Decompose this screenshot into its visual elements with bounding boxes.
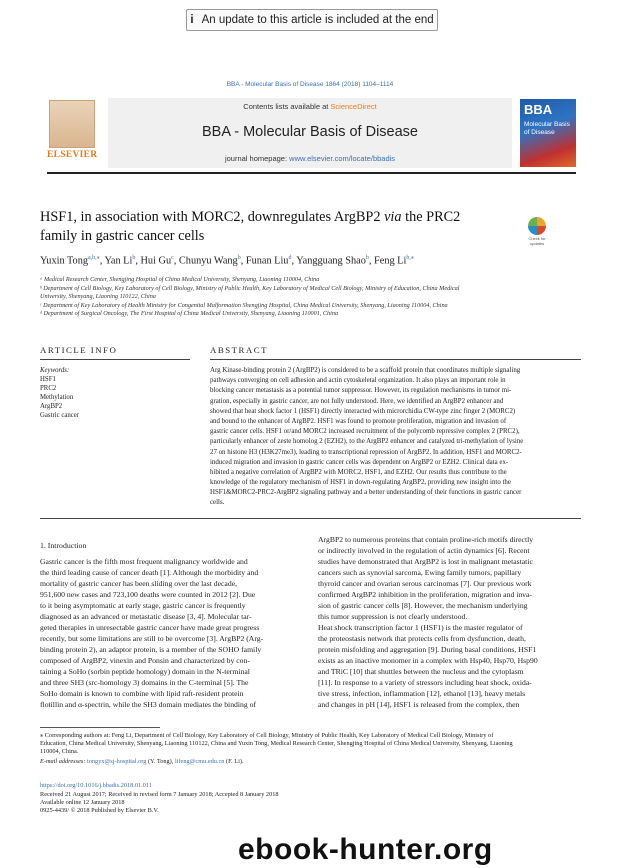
email-link-tong[interactable]: tongyx@sj-hospital.org: [87, 758, 147, 765]
body-text-line: or indirectly involved in the regulation of actin dynamics [6]. Recent: [318, 546, 530, 555]
body-text-line: and TRiC [10] that shuttles between the nucleus and the cytoplasm: [318, 667, 524, 676]
author-affiliation-marker[interactable]: a,b,⁎: [88, 255, 100, 261]
abstract-rule: [210, 359, 581, 360]
body-text-line: exists as an inactive monomer in a complex with Hsp40, Hsp70, Hsp90: [318, 656, 538, 665]
title-text-1: HSF1, in association with MORC2, downregulates ArgBP2 via the PRC2: [40, 209, 461, 225]
watermark-text: ebook-hunter.org: [238, 833, 493, 866]
body-text-line: diagnosed as an advanced or metastatic disease [3, 4]. Molecular tar-: [40, 612, 252, 621]
abstract-line: knowledge of the regulatory mechanism of HSF1 in down-regulating ArgBP2, providing new insight into the: [210, 479, 511, 487]
doi-link[interactable]: https://doi.org/10.1016/j.bbadis.2018.01.011: [40, 782, 152, 789]
corresponding-note-1: ⁎ Corresponding authors at: Feng Li, Department of Cell Biology, Key Laboratory of Cell Biology, Ministry of Public Health, Key Laboratory of Medical Cell Biology, Ministry of: [40, 732, 494, 739]
email-link-li[interactable]: lifeng@cmu.edu.cn: [174, 758, 225, 765]
abstract-line: HSF1&MORC2-PRC2-ArgBP2 signaling pathway and a better understanding of their functions in gastric cancer: [210, 489, 522, 497]
homepage-line: [108, 154, 512, 163]
publisher-name: ELSEVIER: [47, 150, 98, 160]
body-text-line: taining a SoHo (sorbin peptide homology) domain in the N-terminal: [40, 667, 250, 676]
elsevier-logo: [47, 100, 97, 166]
introduction-heading: 1. Introduction: [40, 541, 87, 550]
journal-citation[interactable]: BBA - Molecular Basis of Disease 1864 (2018) 1104–1114: [226, 81, 394, 88]
author-affiliation-marker[interactable]: b: [237, 255, 241, 261]
body-text-line: geted therapies in unresectable gastric cancer have made great progress: [40, 623, 260, 632]
elsevier-tree-icon: [49, 100, 95, 148]
body-text-line: composed of ArgBP2, vinexin and Ponsin and characterized by con-: [40, 656, 250, 665]
check-updates-icon: [528, 217, 546, 235]
cover-title: BBA: [524, 102, 553, 117]
introduction-right-column: [318, 534, 581, 710]
contents-prefix: Contents lists available at: [243, 102, 331, 111]
abstract-line: gration, especially in gastric cancer, are not fully understood. Here, we identified an ArgBP2 enhancer and: [210, 397, 504, 405]
affiliation-c: ᶜ Department of Key Laboratory of Health Ministry for Congenital Malformation Shengjing Hospital, China Medical University, Shenyang, Liaoning 110004, China: [40, 302, 448, 309]
body-text-line: the third leading cause of cancer death [1]. Although the morbidity and: [40, 568, 259, 577]
author-affiliation-marker[interactable]: d: [288, 255, 292, 261]
abstract-line: hibited a negative correlation of ArgBP2 with MORC2, HSF1, and EZH2. Our results thus contribute to the: [210, 468, 507, 476]
keyword: PRC2: [40, 385, 57, 392]
keyword: Gastric cancer: [40, 412, 80, 419]
sciencedirect-link[interactable]: ScienceDirect: [330, 102, 377, 111]
body-text-line: Gastric cancer is the fifth most frequent malignancy worldwide and: [40, 557, 248, 566]
body-text-line: confirmed ArgBP2 inhibition in the proliferation, migration and inva-: [318, 590, 533, 599]
abstract-line: induced migration and invasion in gastric cancer cells was dependent on ArgBP2 or EZH2. Clinical data ex-: [210, 458, 509, 466]
body-text-line: cancers such as synovial sarcoma, Ewing family tumors, papillary: [318, 568, 522, 577]
author-name[interactable]: Chunyu Wang: [178, 255, 238, 267]
affiliation-a: ᵃ Medical Research Center, Shengjing Hospital of China Medical University, Shenyang, Liaoning 110004, China: [40, 276, 320, 283]
article-title: [40, 208, 510, 246]
cover-subtitle: Molecular Basis of Disease: [524, 121, 570, 136]
homepage-link[interactable]: www.elsevier.com/locate/bbadis: [289, 154, 396, 163]
body-text-line: to it being asymptomatic at early stage, gastric cancer is frequently: [40, 601, 246, 610]
abstract-line: Arg Kinase-binding protein 2 (ArgBP2) is considered to be a scaffold protein that coordinates multiple signaling: [210, 367, 521, 374]
corresponding-note-3: 110004, China.: [40, 748, 79, 755]
author-affiliation-marker[interactable]: b,⁎: [406, 255, 414, 261]
footnote-rule: [40, 727, 160, 728]
email-who-li: (F. Li).: [224, 758, 244, 765]
body-text-line: flotillin and α-spectrin, while the SH3 domain mediates the binding of: [40, 700, 257, 709]
body-text-line: binding protein 2), an adaptor protein, is a member of the SOHO family: [40, 645, 262, 654]
abstract-bottom-rule: [40, 518, 581, 519]
body-text-line: tive stress, infection, inflammation [12], ethanol [13], heavy metals: [318, 689, 526, 698]
abstract-line: gastric cancer cells. HSF1 or/and MORC2 increased recruitment of the polycomb repressive complex 2 (PRC2),: [210, 428, 520, 436]
abstract-line: particularly enhancer of zeste homolog 2 (EZH2), to the ArgBP2 enhancer and catalyzed tri-methylation of lysine: [210, 438, 524, 446]
email-who-tong: (Y. Tong),: [146, 758, 175, 765]
title-line-2: family in gastric cancer cells: [40, 228, 205, 244]
corresponding-note-2: Education, China Medical University, Shenyang, Liaoning 110122, China and Yuxin Tong, Medical Research Center, Shengjing Hospital of China Medical University, Shenyang, Liaoning: [40, 740, 513, 747]
introduction-left-column: [40, 556, 302, 710]
body-text-line: and three SH3 (src-homology 3) domains in the C-terminal [5]. The: [40, 678, 249, 687]
author-name[interactable]: Yuxin Tong: [40, 255, 89, 267]
journal-header: [108, 98, 512, 168]
author-affiliation-marker[interactable]: b: [132, 255, 136, 261]
update-banner-text: An update to this article is included at the end: [201, 14, 434, 26]
body-text-line: mortality of gastric cancer has been sliding over the last decade,: [40, 579, 238, 588]
author-name[interactable]: Funan Liu: [245, 255, 289, 267]
keyword: ArgBP2: [40, 403, 63, 410]
author-list: Yuxin Tong$^{a,b,⁎}$, Yan Li$^b$, Hui Gu$^c$, Chunyu Wang$^b$, Funan Liu$^d$, Yangguang Shao$^b$, Feng $Li^{b,⁎}$: [40, 255, 414, 267]
article-info-rule: [40, 359, 190, 360]
journal-title: BBA - Molecular Basis of Disease: [202, 124, 418, 140]
keywords-label: Keywords:: [40, 367, 70, 374]
homepage-prefix: journal homepage:: [224, 154, 290, 163]
email-label: E-mail addresses:: [40, 758, 87, 765]
abstract-line: and bound to the enhancer of ArgBP2. HSF1 was found to promote proliferation, migration and invasion of: [210, 417, 507, 425]
issn-copyright: 0925-4439/ © 2018 Published by Elsevier B.V.: [40, 807, 159, 814]
keyword: Methylation: [40, 394, 74, 401]
abstract-line: blocking cancer metastasis as a potential tumor suppressor. However, its regulation mechanisms in tumor mi-: [210, 387, 512, 395]
body-text-line: sion of gastric cancer cells [8]. However, the mechanism underlying: [318, 601, 528, 610]
author-affiliation-marker[interactable]: c: [171, 255, 174, 261]
body-text-line: [11]. In response to a variety of stressors including heat shock, oxida-: [318, 678, 532, 687]
journal-cover-image: [520, 99, 576, 167]
body-text-line: ArgBP2 to numerous proteins that contain proline-rich motifs directly: [318, 535, 534, 544]
author-name[interactable]: Yangguang Shao: [296, 255, 366, 267]
check-updates-button[interactable]: [524, 217, 550, 245]
body-text-line: recently, but some limitations are still to be overcome [3]. ArgBP2 (Arg-: [40, 634, 264, 643]
author-name[interactable]: Feng Li: [374, 255, 407, 267]
body-text-line: 951,600 new cases and 723,100 deaths were counted in 2012 [2]. Due: [40, 590, 256, 599]
info-icon: i: [190, 14, 194, 26]
update-banner[interactable]: [186, 9, 438, 31]
article-info-heading: ARTICLE INFO: [40, 345, 118, 355]
abstract-line: showed that heat shock factor 1 (HSF1) directly interacted with microrchidia CW-type zinc finger 2 (MORC2): [210, 407, 516, 415]
abstract-line: 27 on histone H3 (H3K27me3), leading to transcriptional repression of ArgBP2. In addition, HSF1 and MORC2-: [210, 448, 522, 456]
affiliation-d: ᵈ Department of Surgical Oncology, The First Hospital of China Medical University, Shenyang, Liaoning 110001, China: [40, 310, 339, 317]
received-dates: Received 21 August 2017; Received in revised form 7 January 2018; Accepted 8 January 2018: [40, 791, 279, 798]
body-text-line: this tumor suppression is not clearly understood.: [318, 612, 468, 621]
abstract-line: pathways converging on cell adhesion and actin cytoskeletal organization. It also plays an important role in: [210, 377, 506, 385]
author-name[interactable]: Hui Gu: [140, 255, 172, 267]
body-text-line: protein misfolding and aggregation [9]. During basal conditions, HSF1: [318, 645, 537, 654]
affiliation-b: ᵇ Department of Cell Biology, Key Laboratory of Cell Biology, Ministry of Public Health, Key Laboratory of Medical Cell Biology, Ministry of Education, China Medical: [40, 285, 460, 292]
abstract-heading: ABSTRACT: [210, 345, 268, 355]
title-line-1: [40, 208, 510, 227]
header-divider: [47, 172, 576, 174]
affiliation-b-cont: University, Shenyang, Liaoning 110122, China: [40, 293, 156, 300]
body-text-line: and changes in pH [14], HSF1 is released from the complex, then: [318, 700, 520, 709]
body-text-line: the proteostasis network that protects cells from dysfunction, death,: [318, 634, 526, 643]
body-text-line: Heat shock transcription factor 1 (HSF1) is the master regulator of: [318, 623, 523, 632]
body-text-line: thyroid cancer and ovarian serous carcinomas [7]. Our previous work: [318, 579, 532, 588]
abstract-body: [210, 366, 581, 509]
body-text-line: studies have demonstrated that ArgBP2 is lost in malignant metastatic: [318, 557, 533, 566]
author-name[interactable]: Yan Li: [104, 255, 133, 267]
keyword: HSF1: [40, 376, 56, 383]
check-updates-label: Check for updates: [528, 236, 546, 246]
email-line: [40, 758, 585, 766]
author-affiliation-marker[interactable]: b: [365, 255, 369, 261]
available-online: Available online 12 January 2018: [40, 799, 125, 806]
contents-line: [108, 102, 512, 111]
body-text-line: SoHo domain is known to combine with lipid raft-resident protein: [40, 689, 244, 698]
abstract-line: cells.: [210, 499, 225, 507]
